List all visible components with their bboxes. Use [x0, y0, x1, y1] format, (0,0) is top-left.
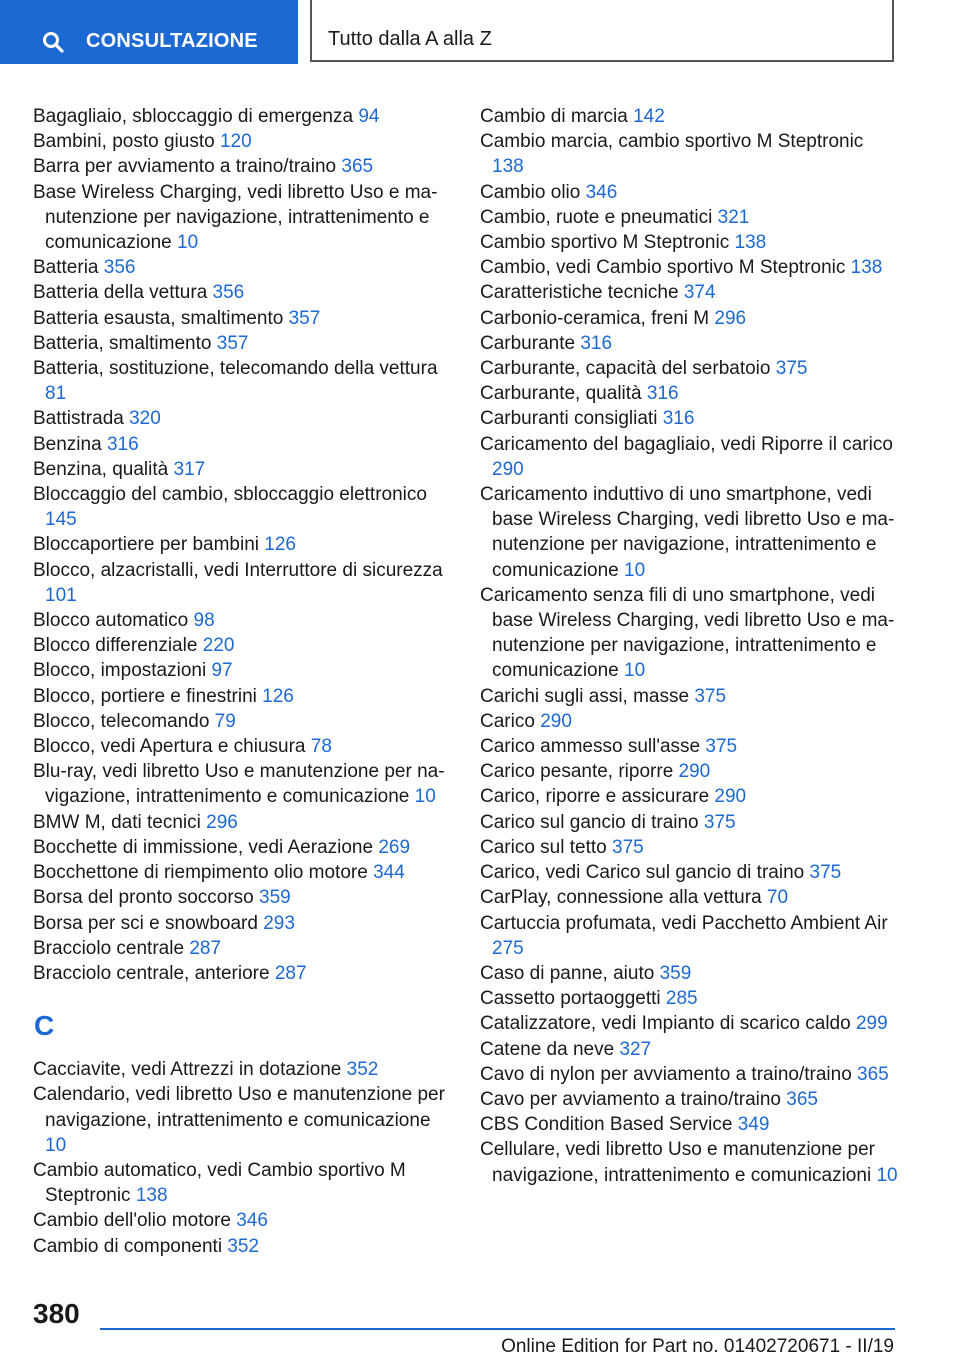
- page-number: 380: [33, 1298, 80, 1329]
- index-page-link[interactable]: 293: [263, 912, 295, 934]
- index-page-link[interactable]: 126: [264, 534, 296, 556]
- index-page-link[interactable]: 316: [646, 383, 679, 405]
- index-entry-text: Bocchette di immissione, vedi Aerazione: [33, 836, 374, 858]
- index-entry-text: Cartuccia profumata, vedi Pacchetto Ambient Air: [480, 912, 888, 934]
- index-page-link[interactable]: 375: [703, 811, 736, 833]
- index-entry-text: Carico, vedi Carico sul gancio di traino: [480, 862, 805, 884]
- index-page-link[interactable]: 81: [45, 383, 67, 405]
- index-entry: [480, 482, 900, 583]
- section-tab-label: CONSULTAZIONE: [86, 30, 258, 52]
- index-entry: [480, 1087, 900, 1112]
- index-group-c-continued: [480, 104, 900, 1188]
- index-entry: [480, 205, 900, 230]
- index-page-link[interactable]: 365: [786, 1088, 818, 1110]
- index-entry-text: Benzina: [33, 433, 102, 455]
- index-entry-text: Cellulare, vedi libretto Uso e manutenzione per navigazione, intrattenimento e comunicazioni: [480, 1139, 875, 1186]
- footer-divider: [100, 1328, 895, 1330]
- index-entry: [33, 860, 453, 885]
- index-page-link[interactable]: 346: [236, 1210, 268, 1232]
- index-entry-text: Bracciolo centrale, anteriore: [33, 962, 270, 984]
- index-page-link[interactable]: 365: [341, 156, 374, 178]
- index-page-link[interactable]: 10: [45, 1134, 67, 1156]
- index-entry-text: Blu-ray, vedi libretto Uso e manutenzione per navigazione, intrattenimento e comunicazione: [33, 761, 445, 808]
- index-entry-text: Base Wireless Charging, vedi libretto Uso e manutenzione per navigazione, intrattenimento e comunicazione: [33, 181, 438, 254]
- index-column-left: [33, 104, 453, 1259]
- index-entry: [33, 1057, 453, 1082]
- index-page-link[interactable]: 349: [737, 1114, 770, 1136]
- index-group-b: [33, 104, 453, 986]
- index-entry-text: Catalizzatore, vedi Impianto di scarico caldo: [480, 1013, 851, 1035]
- index-entry-text: Batteria della vettura: [33, 282, 208, 304]
- index-entry-text: Batteria: [33, 257, 99, 279]
- index-page-link[interactable]: 275: [492, 937, 524, 959]
- index-page-link[interactable]: 138: [850, 257, 883, 279]
- index-entry-text: Batteria esausta, smaltimento: [33, 307, 284, 329]
- index-page-link[interactable]: 299: [855, 1013, 888, 1035]
- index-page-link[interactable]: 101: [45, 584, 77, 606]
- index-entry: [33, 255, 453, 280]
- index-page-link[interactable]: 269: [378, 836, 411, 858]
- index-group-c: [33, 1057, 453, 1259]
- index-entry-text: CarPlay, connessione alla vettura: [480, 887, 762, 909]
- index-entry: [33, 633, 453, 658]
- index-page-link[interactable]: 316: [106, 433, 139, 455]
- index-entry-text: Carico: [480, 710, 535, 732]
- index-entry: [33, 608, 453, 633]
- index-page-link[interactable]: 346: [585, 181, 618, 203]
- index-entry: [33, 129, 453, 154]
- index-entry: [33, 734, 453, 759]
- index-page-link[interactable]: 357: [288, 307, 321, 329]
- index-entry: [480, 1112, 900, 1137]
- index-page-link[interactable]: 98: [193, 610, 215, 632]
- index-entry-text: Carico ammesso sull'asse: [480, 736, 701, 758]
- index-page-link[interactable]: 316: [662, 408, 695, 430]
- index-entry-text: Cambio dell'olio motore: [33, 1210, 231, 1232]
- index-entry-text: Cavo per avviamento a traino/traino: [480, 1088, 781, 1110]
- index-entry-text: Caricamento del bagagliaio, vedi Riporre il carico: [480, 433, 893, 455]
- index-entry: [480, 986, 900, 1011]
- index-page-link[interactable]: 120: [219, 131, 252, 153]
- index-entry-text: Carico sul tetto: [480, 836, 607, 858]
- index-page-link[interactable]: 375: [705, 736, 738, 758]
- index-page-link[interactable]: 327: [619, 1038, 652, 1060]
- index-page-link[interactable]: 285: [665, 988, 698, 1010]
- index-page-link[interactable]: 10: [177, 232, 199, 254]
- index-entry-text: Caratteristiche tecniche: [480, 282, 679, 304]
- index-entry: [480, 709, 900, 734]
- header-bar: [0, 0, 960, 66]
- index-entry-text: Carbonio-ceramica, freni M: [480, 307, 710, 329]
- index-entry-text: BMW M, dati tecnici: [33, 811, 201, 833]
- index-page-link[interactable]: 78: [310, 736, 332, 758]
- index-entry-text: Cacciavite, vedi Attrezzi in dotazione: [33, 1059, 342, 1081]
- index-column-right: [480, 104, 900, 1188]
- index-entry-text: Borsa per sci e snowboard: [33, 912, 258, 934]
- index-page-link[interactable]: 352: [346, 1059, 379, 1081]
- index-entry-text: Cambio olio: [480, 181, 581, 203]
- index-page-link[interactable]: 126: [262, 685, 294, 707]
- index-entry: [33, 885, 453, 910]
- index-page-link[interactable]: 317: [173, 458, 206, 480]
- index-entry-text: Bracciolo centrale: [33, 937, 185, 959]
- index-entry-text: Bambini, posto giusto: [33, 131, 215, 153]
- index-entry-text: Blocco differenziale: [33, 635, 198, 657]
- index-entry: [480, 835, 900, 860]
- index-entry: [480, 684, 900, 709]
- footer-edition: Online Edition for Part no. 01402720671 - II/19: [501, 1336, 894, 1357]
- index-entry-text: Caricamento induttivo di uno smartphone, vedi base Wireless Charging, vedi libretto Uso e manutenzione per navigazione, intrattenimento e comunicazione: [480, 484, 895, 581]
- index-entry: [33, 482, 453, 532]
- index-entry: [33, 331, 453, 356]
- index-page-link[interactable]: 10: [624, 660, 646, 682]
- index-entry-text: Bloccaggio del cambio, sbloccaggio elettronico: [33, 484, 427, 506]
- index-entry-text: Batteria, smaltimento: [33, 332, 212, 354]
- chapter-title: Tutto dalla A alla Z: [328, 28, 492, 50]
- index-entry-text: Carburante, capacità del serbatoio: [480, 358, 771, 380]
- section-tab[interactable]: [0, 0, 298, 64]
- index-page-link[interactable]: 10: [624, 559, 646, 581]
- index-entry: [33, 810, 453, 835]
- index-entry-text: Bagagliaio, sbloccaggio di emergenza: [33, 106, 354, 127]
- index-entry-text: Carichi sugli assi, masse: [480, 685, 690, 707]
- index-page-link[interactable]: 375: [612, 836, 644, 858]
- index-page-link[interactable]: 296: [206, 811, 238, 833]
- index-entry-text: Bloccaportiere per bambini: [33, 534, 260, 556]
- index-entry: [33, 104, 453, 129]
- index-entry-text: Carburante: [480, 332, 576, 354]
- index-entry-text: Cavo di nylon per avviamento a traino/traino: [480, 1063, 852, 1085]
- index-entry-text: Batteria, sostituzione, telecomando della vettura: [33, 358, 438, 380]
- index-entry-text: Cambio, ruote e pneumatici: [480, 206, 713, 228]
- index-entry: [480, 280, 900, 305]
- index-entry: [480, 1011, 900, 1036]
- index-entry-text: Blocco, vedi Apertura e chiusura: [33, 736, 306, 758]
- index-entry: [33, 1208, 453, 1233]
- index-entry-text: Cambio di marcia: [480, 106, 628, 127]
- index-page-link[interactable]: 356: [212, 282, 245, 304]
- index-entry: [33, 961, 453, 986]
- search-icon: [42, 31, 64, 53]
- index-entry-text: Blocco, portiere e finestrini: [33, 685, 257, 707]
- index-page-link[interactable]: 356: [103, 257, 136, 279]
- index-page-link[interactable]: 220: [202, 635, 235, 657]
- index-page-link[interactable]: 138: [135, 1185, 168, 1207]
- index-entry: [480, 230, 900, 255]
- index-entry: [480, 583, 900, 684]
- index-entry: [33, 280, 453, 305]
- index-page-link[interactable]: 357: [216, 332, 249, 354]
- index-entry: [33, 936, 453, 961]
- index-page-link[interactable]: 145: [45, 509, 77, 531]
- index-page-link[interactable]: 10: [414, 786, 436, 808]
- index-entry: [33, 709, 453, 734]
- index-entry: [33, 558, 453, 608]
- index-page-link[interactable]: 352: [227, 1235, 260, 1257]
- index-entry-text: Cambio automatico, vedi Cambio sportivo M Steptronic: [33, 1159, 406, 1207]
- index-entry: [480, 784, 900, 809]
- chapter-tab: [310, 0, 894, 62]
- index-page-link[interactable]: 290: [714, 786, 747, 808]
- index-page-link[interactable]: 290: [492, 458, 524, 480]
- index-entry: [33, 432, 453, 457]
- index-entry: [33, 457, 453, 482]
- index-entry-text: Battistrada: [33, 408, 124, 430]
- index-entry: [33, 759, 453, 809]
- index-entry: [33, 306, 453, 331]
- index-entry-text: CBS Condition Based Service: [480, 1114, 733, 1136]
- index-entry-text: Calendario, vedi libretto Uso e manutenzione per navigazione, intrattenimento e comunicazione: [33, 1084, 445, 1131]
- index-entry: [480, 734, 900, 759]
- index-entry-text: Caricamento senza fili di uno smartphone, vedi base Wireless Charging, vedi libretto Uso e manutenzione per navigazione, intrattenimento e comunicazione: [480, 584, 895, 682]
- index-entry: [480, 961, 900, 986]
- index-entry-text: Blocco, alzacristalli, vedi Interruttore di sicurezza: [33, 559, 443, 581]
- index-entry: [33, 154, 453, 179]
- index-entry: [480, 306, 900, 331]
- index-entry-text: Catene da neve: [480, 1038, 615, 1060]
- index-page-link[interactable]: 321: [717, 206, 750, 228]
- index-entry: [480, 255, 900, 280]
- index-entry-text: Cambio di componenti: [33, 1235, 223, 1257]
- index-page-link[interactable]: 142: [633, 106, 665, 127]
- index-entry-text: Barra per avviamento a traino/traino: [33, 156, 337, 178]
- index-page-link[interactable]: 375: [775, 358, 808, 380]
- index-entry: [480, 331, 900, 356]
- index-page-link[interactable]: 375: [809, 862, 842, 884]
- index-page-link[interactable]: 359: [659, 962, 692, 984]
- index-page-link[interactable]: 344: [373, 862, 405, 884]
- index-entry-text: Cassetto portaoggetti: [480, 988, 661, 1010]
- index-letter-heading: C: [34, 1010, 55, 1042]
- index-entry: [480, 381, 900, 406]
- index-entry: [33, 1158, 453, 1208]
- index-entry: [480, 1062, 900, 1087]
- index-entry: [33, 1082, 453, 1158]
- index-entry-text: Carico sul gancio di traino: [480, 811, 699, 833]
- index-page-link[interactable]: 374: [683, 282, 716, 304]
- index-entry-text: Blocco, telecomando: [33, 710, 210, 732]
- index-entry: [480, 104, 900, 129]
- index-entry: [480, 1137, 900, 1187]
- index-entry-text: Bocchettone di riempimento olio motore: [33, 862, 368, 884]
- index-entry: [33, 532, 453, 557]
- index-entry-text: Blocco, impostazioni: [33, 660, 207, 682]
- index-page-link[interactable]: 138: [492, 156, 524, 178]
- index-page-link[interactable]: 10: [876, 1164, 898, 1186]
- index-entry: [33, 658, 453, 683]
- index-entry-text: Carico pesante, riporre: [480, 761, 674, 783]
- index-entry-text: Caso di panne, aiuto: [480, 962, 655, 984]
- index-entry-text: Cambio sportivo M Steptronic: [480, 232, 730, 254]
- index-entry: [480, 810, 900, 835]
- index-page-link[interactable]: 94: [358, 106, 380, 127]
- index-entry: [480, 180, 900, 205]
- index-page-link[interactable]: 287: [274, 962, 307, 984]
- index-entry: [480, 406, 900, 431]
- index-entry-text: Borsa del pronto soccorso: [33, 887, 254, 909]
- index-entry: [480, 911, 900, 961]
- index-entry: [480, 860, 900, 885]
- index-page-link[interactable]: 316: [580, 332, 613, 354]
- index-page-link[interactable]: 365: [857, 1063, 889, 1085]
- index-entry: [33, 684, 453, 709]
- index-entry: [480, 1037, 900, 1062]
- index-page-link[interactable]: 296: [714, 307, 747, 329]
- index-entry-text: Cambio marcia, cambio sportivo M Steptronic: [480, 131, 864, 153]
- index-entry: [33, 180, 453, 256]
- index-entry: [480, 885, 900, 910]
- index-page-link[interactable]: 290: [678, 761, 711, 783]
- index-entry: [480, 759, 900, 784]
- index-entry: [33, 835, 453, 860]
- index-entry: [33, 911, 453, 936]
- index-page-link[interactable]: 290: [540, 710, 572, 732]
- index-entry: [480, 129, 900, 179]
- index-entry: [33, 356, 453, 406]
- index-entry: [480, 432, 900, 482]
- index-page-link[interactable]: 79: [214, 710, 236, 732]
- index-entry: [33, 406, 453, 431]
- index-entry-text: Benzina, qualità: [33, 458, 169, 480]
- index-page-link[interactable]: 287: [189, 937, 222, 959]
- index-entry-text: Blocco automatico: [33, 610, 189, 632]
- index-page-link[interactable]: 359: [259, 887, 291, 909]
- index-page-link[interactable]: 320: [129, 408, 161, 430]
- index-page-link[interactable]: 70: [766, 887, 789, 909]
- index-page-link[interactable]: 138: [734, 232, 767, 254]
- index-entry-text: Cambio, vedi Cambio sportivo M Steptronic: [480, 257, 846, 279]
- index-page-link[interactable]: 97: [211, 660, 233, 682]
- index-page-link[interactable]: 375: [694, 685, 727, 707]
- index-entry-text: Carburanti consigliati: [480, 408, 658, 430]
- index-entry: [33, 1234, 453, 1259]
- index-entry: [480, 356, 900, 381]
- index-entry-text: Carico, riporre e assicurare: [480, 786, 710, 808]
- index-entry-text: Carburante, qualità: [480, 383, 642, 405]
